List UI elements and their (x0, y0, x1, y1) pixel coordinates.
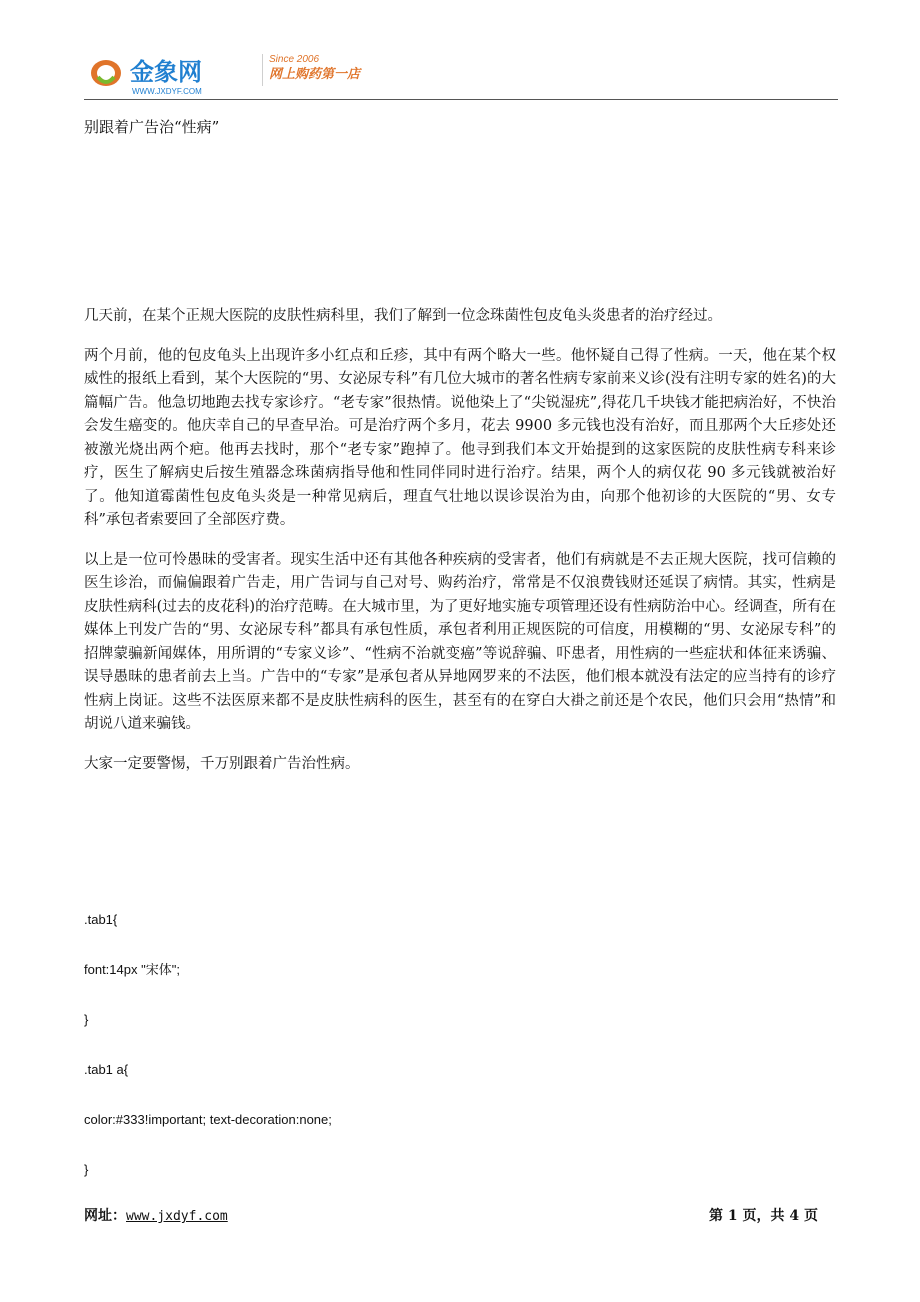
code-line: } (84, 1162, 89, 1177)
code-line: .tab1 a{ (84, 1062, 129, 1077)
paragraph-4: 大家一定要警惕，千万别跟着广告治性病。 (84, 755, 360, 772)
page-number: 第 1 页，共 4 页 (709, 1208, 818, 1224)
article-body (84, 305, 836, 792)
paragraph-3: 以上是一位可怜愚昧的受害者。现实生活中还有其他各种疾病的受害者，他们有病就是不去正规大医院，找可信赖的医生诊治，而偏偏跟着广告走，用广告词与自己对号、购药治疗，常常是不仅浪费钱财还延误了病情。其实，性病是皮肤性病科(过去的皮花科)的治疗范畴。在大城市里，为了更好地实施专项管理还设有性病防治中心。经调查，所有在媒体上刊发广告的“男、女泌尿专科”都具有承包性质，承包者利用正规医院的可信度，用模糊的“男、女泌尿专科”的招牌蒙骗新闻媒体，用所谓的“专家义诊”、“性病不治就变癌”等说辞骗、吓患者，用性病的一些症状和体征来诱骗、误导愚昧的患者前去上当。广告中的“专家”是承包者从异地网罗来的不法医，他们根本就没有法定的应当持有的诊疗性病上岗证。这些不法医原来都不是皮肤性病科的医生，甚至有的在穿白大褂之前还是个农民，他们只会用“热情”和胡说八道来骗钱。 (84, 551, 836, 732)
jxdyf-logo[interactable] (84, 46, 244, 100)
document-title: 别跟着广告治“性病” (84, 118, 220, 136)
code-line: .tab1{ (84, 912, 118, 927)
paragraph-1: 几天前，在某个正规大医院的皮肤性病科里，我们了解到一位念珠菌性包皮龟头炎患者的治疗经过。 (84, 308, 722, 324)
footer-url-link[interactable]: www.jxdyf.com (126, 1209, 228, 1224)
slogan-text: 网上购药第一店 (269, 67, 361, 82)
code-line: font:14px "宋体"; (84, 962, 180, 977)
page-footer (84, 1205, 818, 1227)
code-line: } (84, 1012, 89, 1027)
footer-url-block (84, 1205, 228, 1228)
site-header (84, 46, 838, 100)
header-divider (84, 99, 838, 100)
logo-text: 金象网 (130, 58, 202, 86)
logo-url: WWW.JXDYF.COM (132, 87, 202, 96)
header-tagline (262, 54, 360, 86)
code-line: color:#333!important; text-decoration:none; (84, 1112, 332, 1127)
since-text: Since 2006 (269, 54, 320, 65)
paragraph-2: 两个月前，他的包皮龟头上出现许多小红点和丘疹，其中有两个略大一些。他怀疑自己得了性病。一天，他在某个权威性的报纸上看到，某个大医院的“男、女泌尿专科”有几位大城市的著名性病专家前来义诊(没有注明专家的姓名)的大篇幅广告。他急切地跑去找专家诊疗。“老专家”很热情。说他染上了“尖锐湿疣”,得花几千块钱才能把病治好，不快治会发生癌变的。他庆幸自己的早查早治。可是治疗两个多月，花去 9900 多元钱也没有治好，而且那两个大丘疹处还被激光烧出两个疤。他再去找时，那个“老专家”跑掉了。他寻到我们本文开始提到的这家医院的皮肤性病专科来诊疗，医生了解病史后按生殖器念珠菌病指导他和性同伴同时进行治疗。结果，两个人的病仅花 90 多元钱就被治好了。他知道霉菌性包皮龟头炎是一种常见病后，理直气壮地以误诊误治为由，向那个他初诊的大医院的“男、女专科”承包者索要回了全部医疗费。 (84, 347, 836, 528)
footer-url-label: 网址： (84, 1208, 126, 1224)
css-code-block (84, 911, 684, 1211)
